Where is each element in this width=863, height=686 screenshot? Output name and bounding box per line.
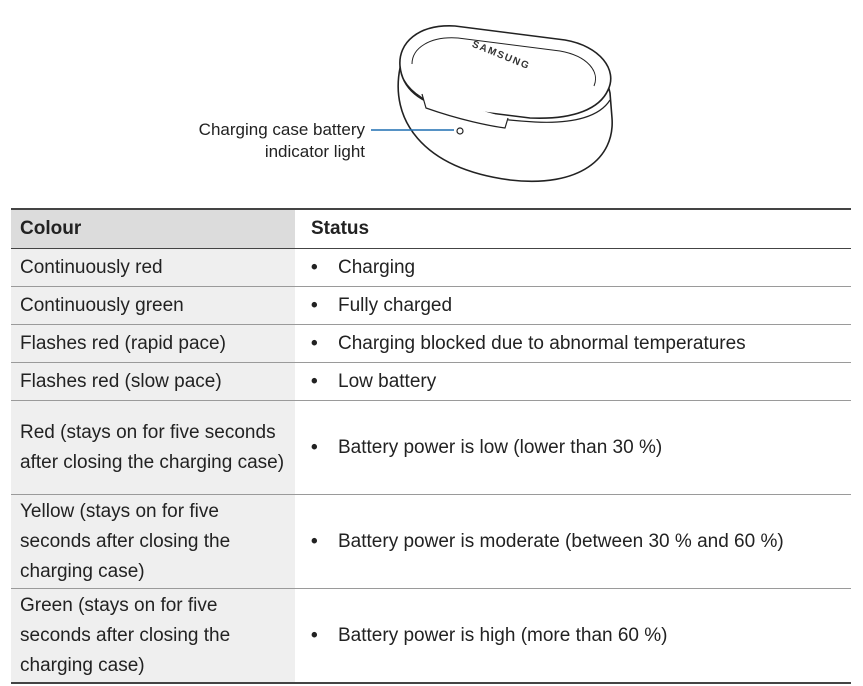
status-cell <box>295 287 851 325</box>
header-colour: Colour <box>11 209 295 249</box>
bullet: • <box>311 370 318 392</box>
bullet: • <box>311 294 318 316</box>
bullet: • <box>311 530 318 552</box>
colour-cell: Green (stays on for five seconds after closing the charging case) <box>11 589 295 684</box>
table-row <box>11 589 851 684</box>
status-cell <box>295 363 851 401</box>
bullet: • <box>311 436 318 458</box>
callout-line-2: indicator light <box>264 142 365 161</box>
status-table <box>11 208 851 684</box>
status-text: Battery power is high (more than 60 %) <box>338 624 668 646</box>
bullet: • <box>311 624 318 646</box>
status-text: Battery power is low (lower than 30 %) <box>338 436 663 458</box>
header-status: Status <box>295 209 851 249</box>
colour-cell: Yellow (stays on for five seconds after closing the charging case) <box>11 495 295 589</box>
status-text: Fully charged <box>338 294 453 316</box>
table-row <box>11 495 851 589</box>
status-cell <box>295 495 851 589</box>
brand-logo: SAMSUNG <box>470 39 532 73</box>
status-cell <box>295 401 851 495</box>
bullet: • <box>311 256 318 278</box>
bullet: • <box>311 332 318 354</box>
charging-case-figure <box>0 0 863 200</box>
table-row <box>11 325 851 363</box>
callout-line <box>0 0 863 200</box>
status-text: Charging blocked due to abnormal temperatures <box>338 332 746 354</box>
callout-label <box>199 119 365 163</box>
table-header-row <box>11 209 851 249</box>
colour-cell: Continuously red <box>11 249 295 287</box>
table-row <box>11 287 851 325</box>
status-text: Battery power is moderate (between 30 % and 60 %) <box>338 530 784 552</box>
status-cell <box>295 325 851 363</box>
table-row <box>11 363 851 401</box>
colour-cell: Flashes red (rapid pace) <box>11 325 295 363</box>
colour-cell: Red (stays on for five seconds after closing the charging case) <box>11 401 295 495</box>
status-text: Charging <box>338 256 416 278</box>
colour-cell: Continuously green <box>11 287 295 325</box>
table-row <box>11 249 851 287</box>
table-row <box>11 401 851 495</box>
status-cell <box>295 589 851 684</box>
colour-cell: Flashes red (slow pace) <box>11 363 295 401</box>
status-cell <box>295 249 851 287</box>
status-text: Low battery <box>338 370 437 392</box>
callout-line-1: Charging case battery <box>198 120 365 139</box>
